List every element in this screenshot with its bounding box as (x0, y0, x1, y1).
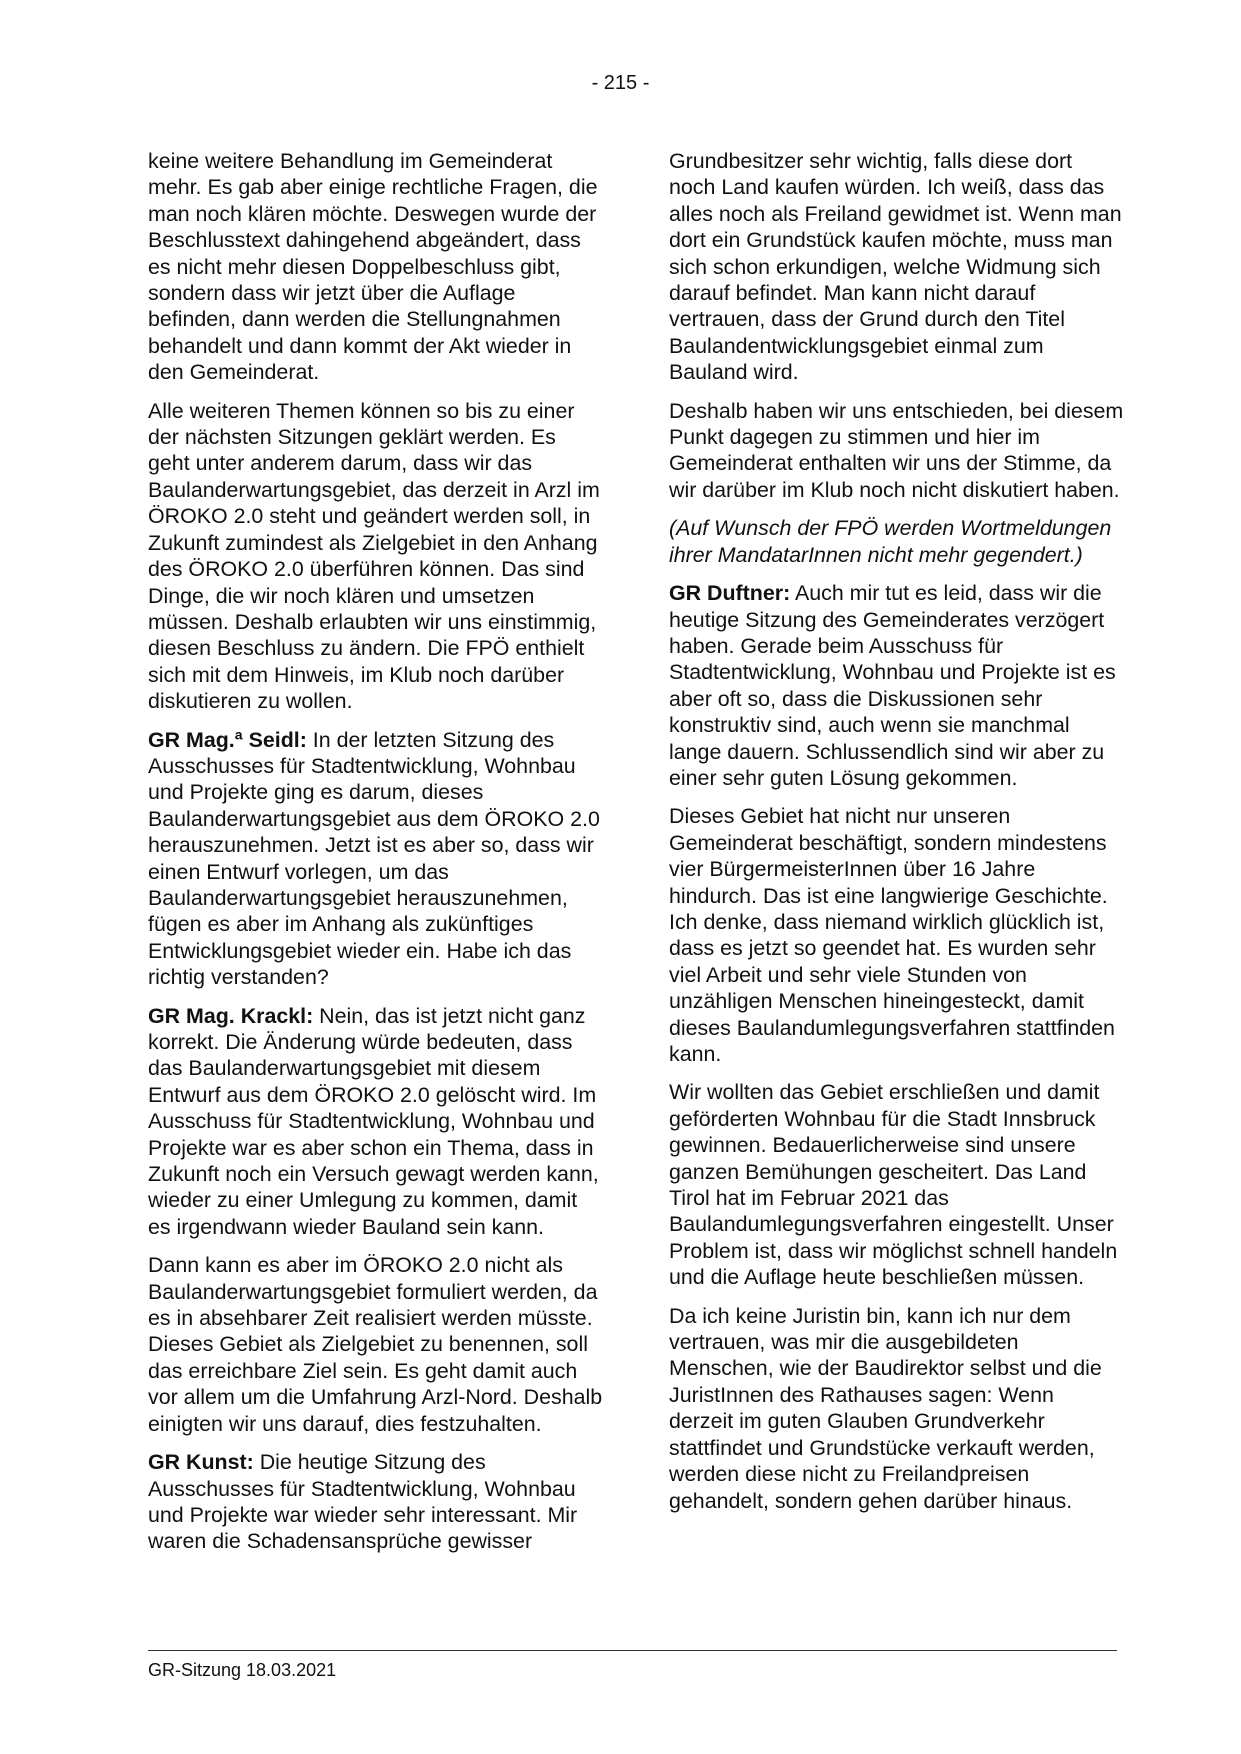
paragraph: Deshalb haben wir uns entschieden, bei diesem Punkt dagegen zu stimmen und hier im Gemeinderat enthalten wir uns der Stimme, da wir darüber im Klub noch nicht diskutiert haben. (669, 398, 1124, 502)
paragraph: keine weitere Behandlung im Gemeinderat mehr. Es gab aber einige rechtliche Fragen, die man noch klären möchte. Deswegen wurde der Beschlusstext dahingehend abgeändert, dass es nicht mehr diesen Doppelbeschluss gibt, sondern dass wir jetzt über die Auflage befinden, dann werden die Stellungnahmen behandelt und dann kommt der Akt wieder in den Gemeinderat. (148, 149, 598, 385)
paragraph: Da ich keine Juristin bin, kann ich nur dem vertrauen, was mir die ausgebildeten Menschen, wie der Baudirektor selbst und die JuristInnen des Rathauses sagen: Wenn derzeit im guten Glauben Grundverkehr stattfindet und Grundstücke verkauft werden, werden diese nicht zu Freilandpreisen gehandelt, sondern gehen darüber hinaus. (669, 1303, 1102, 1513)
paragraph: Alle weiteren Themen können so bis zu einer der nächsten Sitzungen geklärt werden. Es geht unter anderem darum, dass wir das Baulanderwartungsgebiet, das derzeit in Arzl im ÖROKO 2.0 steht und geändert werden soll, in Zukunft zumindest als Zielgebiet in den Anhang des ÖROKO 2.0 überführen können. Das sind Dinge, die wir noch klären und umsetzen müssen. Deshalb erlaubten wir uns einstimmig, diesen Beschluss zu ändern. Die FPÖ enthielt sich mit dem Hinweis, im Klub noch darüber diskutieren zu wollen. (148, 398, 600, 714)
paragraph (148, 727, 603, 991)
paragraph: Wir wollten das Gebiet erschließen und damit geförderten Wohnbau für die Stadt Innsbruck gewinnen. Bedauerlicherweise sind unsere ganzen Bemühungen gescheitert. Das Land Tirol hat im Februar 2021 das Baulandumlegungsverfahren eingestellt. Unser Problem ist, dass wir möglichst schnell handeln und die Auflage heute beschließen müssen. (669, 1080, 1118, 1290)
speaker-name: GR Mag.ª Seidl: (148, 727, 307, 752)
page-number: - 215 - (591, 72, 650, 94)
paragraph (148, 1003, 603, 1241)
speech-text: In der letzten Sitzung des Ausschusses für Stadtentwicklung, Wohnbau und Projekte ging es darum, dieses Baulanderwartungsgebiet aus dem ÖROKO 2.0 herauszunehmen. Jetzt ist es aber so, dass wir einen Entwurf vorlegen, um das Baulanderwartungsgebiet herauszunehmen, fügen es aber im Anhang als zukünftiges Entwicklungsgebiet wieder ein. Habe ich das richtig verstanden? (148, 727, 600, 990)
speaker-name: GR Mag. Krackl: (148, 1003, 314, 1028)
speaker-name: GR Duftner: (669, 581, 791, 606)
footer-session-date: GR-Sitzung 18.03.2021 (148, 1660, 337, 1680)
paragraph (148, 1449, 603, 1555)
speech-text: Auch mir tut es leid, dass wir die heutige Sitzung des Gemeinderates verzögert haben. Gerade beim Ausschuss für Stadtentwicklung, Wohnbau und Projekte ist es aber oft so, dass die Diskussionen sehr konstruktiv sind, auch wenn sie manchmal lange dauern. Schlussendlich sind wir aber zu einer sehr guten Lösung gekommen. (669, 581, 1116, 790)
paragraph: Dieses Gebiet hat nicht nur unseren Gemeinderat beschäftigt, sondern mindestens vier BürgermeisterInnen über 16 Jahre hindurch. Das ist eine langwierige Geschichte. Ich denke, dass niemand wirklich glücklich ist, dass es jetzt so geendet hat. Es wurden sehr viel Arbeit und sehr viele Stunden von unzähligen Menschen hineingesteckt, damit dieses Baulandumlegungsverfahren stattfinden kann. (669, 804, 1115, 1066)
speech-text: Die heutige Sitzung des Ausschusses für Stadtentwicklung, Wohnbau und Projekte war wieder sehr interessant. Mir waren die Schadensansprüche gewisser (148, 1450, 578, 1554)
paragraph (669, 580, 1124, 791)
left-column (148, 148, 603, 1567)
paragraph: Grundbesitzer sehr wichtig, falls diese dort noch Land kaufen würden. Ich weiß, dass das alles noch als Freiland gewidmet ist. Wenn man dort ein Grundstück kaufen möchte, muss man sich schon erkundigen, welche Widmung sich darauf befindet. Man kann nicht darauf vertrauen, dass der Grund durch den Titel Baulandentwicklungsgebiet einmal zum Bauland wird. (669, 149, 1122, 385)
speaker-name: GR Kunst: (148, 1450, 254, 1475)
right-column (669, 148, 1124, 1526)
editorial-note: (Auf Wunsch der FPÖ werden Wortmeldungen ihrer MandatarInnen nicht mehr gegendert.) (669, 516, 1112, 567)
footer-divider (148, 1650, 1117, 1651)
paragraph: Dann kann es aber im ÖROKO 2.0 nicht als Baulanderwartungsgebiet formuliert werden, da es in absehbarer Zeit realisiert werden müsste. Dieses Gebiet als Zielgebiet zu benennen, soll das erreichbare Ziel sein. Es geht damit auch vor allem um die Umfahrung Arzl-Nord. Deshalb einigten wir uns darauf, dies festzuhalten. (148, 1253, 603, 1436)
speech-text: Nein, das ist jetzt nicht ganz korrekt. Die Änderung würde bedeuten, dass das Baulanderwartungsgebiet mit diesem Entwurf aus dem ÖROKO 2.0 gelöscht wird. Im Ausschuss für Stadtentwicklung, Wohnbau und Projekte war es aber schon ein Thema, dass in Zukunft noch ein Versuch gewagt werden kann, wieder zu einer Umlegung zu kommen, damit es irgendwann wieder Bauland sein kann. (148, 1003, 599, 1239)
